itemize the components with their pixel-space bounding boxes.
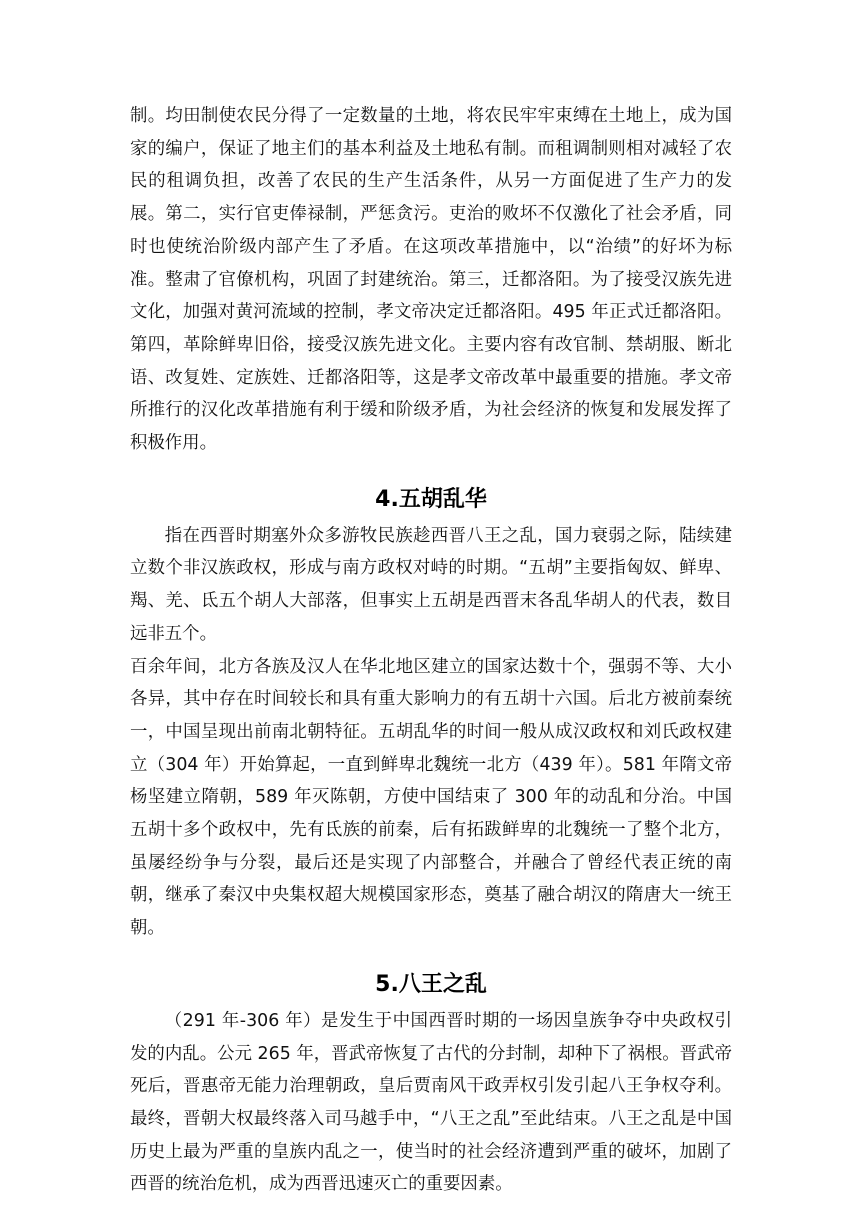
section-heading-bawang: 5.八王之乱	[375, 971, 487, 997]
wuhu-paragraph-1: 指在西晋时期塞外众多游牧民族趁西晋八王之乱，国力衰弱之际，陆续建立数个非汉族政权，形成与南方政权对峙的时期。“五胡”主要指匈奴、鲜卑、羯、羌、氐五个胡人大部落，但事实上五胡是西晋末各乱华胡人的代表，数目远非五个。	[130, 525, 732, 644]
document-page	[130, 100, 732, 1201]
intro-paragraph: 制。均田制使农民分得了一定数量的土地，将农民牢牢束缚在土地上，成为国家的编户，保证了地主们的基本利益及土地私有制。而租调制则相对减轻了农民的租调负担，改善了农民的生产生活条件，从另一方面促进了生产力的发展。第二，实行官吏俸禄制，严惩贪污。吏治的败坏不仅激化了社会矛盾，同时也使统治阶级内部产生了矛盾。在这项改革措施中，以“治绩”的好坏为标准。整肃了官僚机构，巩固了封建统治。第三，迁都洛阳。为了接受汉族先进文化，加强对黄河流域的控制，孝文帝决定迁都洛阳。495 年正式迁都洛阳。第四，革除鲜卑旧俗，接受汉族先进文化。主要内容有改官制、禁胡服、断北语、改复姓、定族姓、迁都洛阳等，这是孝文帝改革中最重要的措施。孝文帝所推行的汉化改革措施有利于缓和阶级矛盾，为社会经济的恢复和发展发挥了积极作用。	[130, 106, 732, 454]
section-heading-wuhu: 4.五胡乱华	[375, 486, 487, 512]
wuhu-paragraph-2: 百余年间，北方各族及汉人在华北地区建立的国家达数十个，强弱不等、大小各异，其中存在时间较长和具有重大影响力的有五胡十六国。后北方被前秦统一，中国呈现出前南北朝特征。五胡乱华的时间一般从成汉政权和刘氏政权建立（304 年）开始算起，一直到鲜卑北魏统一北方（439 年）。581 年隋文帝杨坚建立隋朝，589 年灭陈朝，方使中国结束了 300 年的动乱和分治。中国五胡十多个政权中，先有氐族的前秦，后有拓跋鲜卑的北魏统一了整个北方，虽屡经纷争与分裂，最后还是实现了内部整合，并融合了曾经代表正统的南朝，继承了秦汉中央集权超大规模国家形态，奠基了融合胡汉的隋唐大一统王朝。	[130, 656, 732, 939]
bawang-paragraph-1: （291 年-306 年）是发生于中国西晋时期的一场因皇族争夺中央政权引发的内乱。公元 265 年，晋武帝恢复了古代的分封制，却种下了祸根。晋武帝死后，晋惠帝无能力治理朝政，皇后贾南风干政弄权引发引起八王争权夺利。最终，晋朝大权最终落入司马越手中，“八王之乱”至此结束。八王之乱是中国历史上最为严重的皇族内乱之一，使当时的社会经济遭到严重的破坏，加剧了西晋的统治危机，成为西晋迅速灭亡的重要因素。	[130, 1010, 732, 1195]
